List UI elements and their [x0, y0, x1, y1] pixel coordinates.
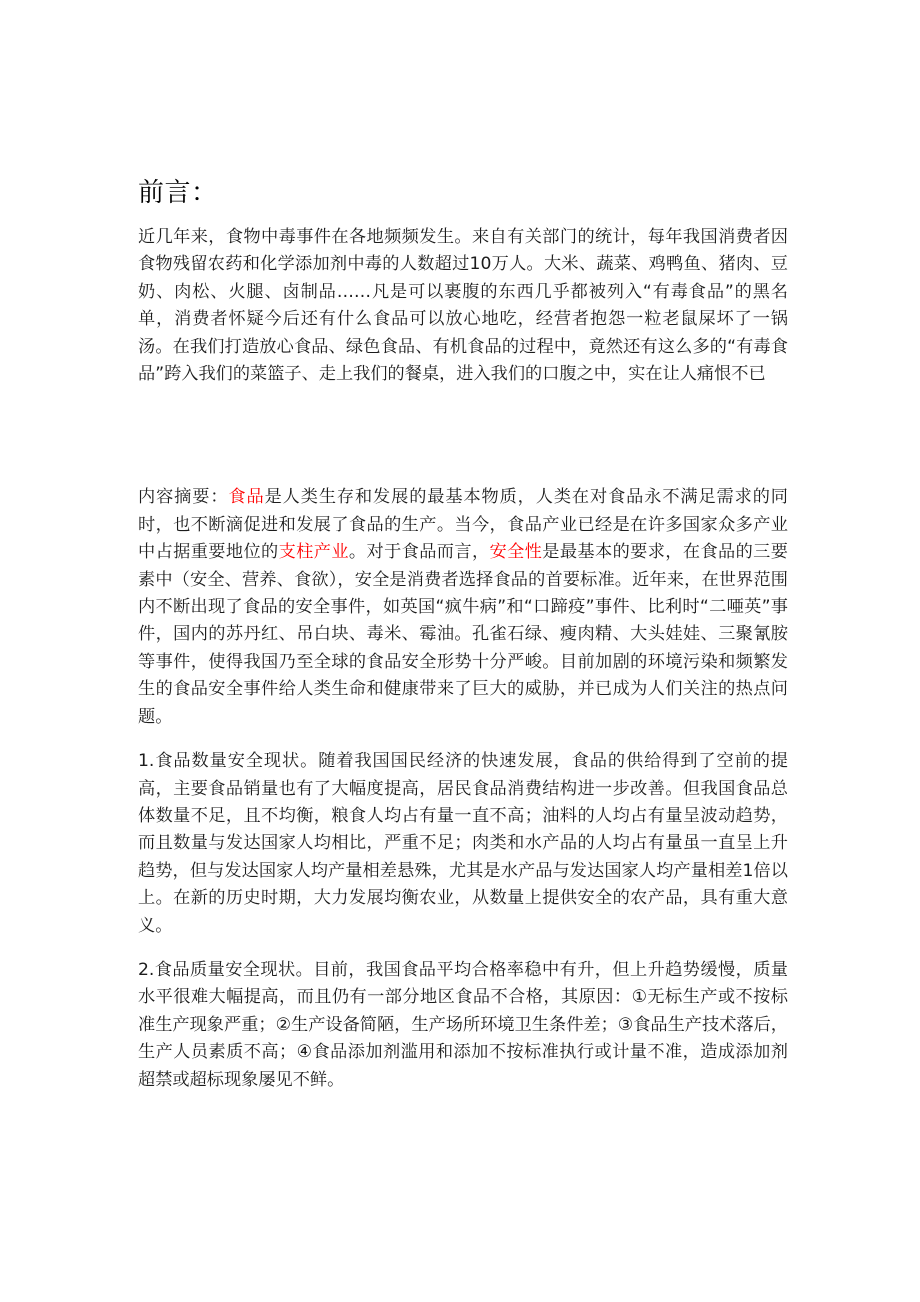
document-content	[138, 176, 788, 1094]
abstract-text-run: 是最基本的要求，在食品的三要素中（安全、营养、食欲），安全是消费者选择食品的首要标准。近年来，在世界范围内不断出现了食品的安全事件，如英国“疯牛病”和“口蹄疫”事件、比利时“二唖英”事件，国内的苏丹红、吊白块、毒米、霉油。孔雀石绿、瘦肉精、大头娃娃、三聚氰胺等事件，使得我国乃至全球的食品安全形势十分严峻。目前加剧的环境污染和频繁发生的食品安全事件给人类生命和健康带来了巨大的威胁，并已成为人们关注的热点问题。	[138, 542, 788, 727]
section-spacer	[138, 388, 788, 484]
page-title: 前言：	[138, 178, 218, 208]
abstract-text-run: 内容摘要：	[138, 487, 229, 508]
section-2-paragraph: 2.食品质量安全现状。目前，我国食品平均合格率稳中有升，但上升趋势缓慢，质量水平很难大幅提高，而且仍有一部分地区食品不合格，其原因：①无标生产或不按标准生产现象严重；②生产设备简陋，生产场所环境卫生条件差；③食品生产技术落后，生产人员素质不高；④食品添加剂滥用和添加不按标准执行或计量不准，造成添加剂超禁或超标现象屡见不鲜。	[138, 959, 788, 1090]
section-1-paragraph: 1.食品数量安全现状。随着我国国民经济的快速发展，食品的供给得到了空前的提高，主要食品销量也有了大幅度提高，居民食品消费结构进一步改善。但我国食品总体数量不足，且不均衡，粮食人均占有量一直不高；油料的人均占有量呈波动趋势，而且数量与发达国家人均相比，严重不足；肉类和水产品的人均占有量虽一直呈上升趋势，但与发达国家人均产量相差悬殊，尤其是水产品与发达国家人均产量相差1倍以上。在新的历史时期，大力发展均衡农业，从数量上提供安全的农产品，具有重大意义。	[138, 751, 788, 936]
abstract-text-run: 。对于食品而言，	[348, 542, 490, 563]
highlighted-term: 安全性	[489, 542, 543, 563]
abstract-paragraph	[138, 484, 788, 731]
highlighted-term: 食品	[228, 487, 265, 508]
preface-paragraph: 近几年来，食物中毒事件在各地频频发生。来自有关部门的统计，每年我国消费者因食物残留农药和化学添加剂中毒的人数超过10万人。大米、蔬菜、鸡鸭鱼、猪肉、豆奶、肉松、火腿、卤制品……凡是可以裹腹的东西几乎都被列入“有毒食品”的黑名单，消费者怀疑今后还有什么食品可以放心地吃，经营者抱怨一粒老鼠屎坏了一锅汤。在我们打造放心食品、绿色食品、有机食品的过程中，竟然还有这么多的“有毒食品”跨入我们的菜篮子、走上我们的餐桌，进入我们的口腹之中，实在让人痛恨不已	[138, 227, 788, 385]
highlighted-term: 支柱产业	[278, 542, 349, 563]
abstract-text-run: 是人类生存和发展的最基本物质，人类在对食品永不满足需求的同时，也不断滴促进和发展了食品的生产。当今，食品产业已经是在许多国家众多产业中占据重要地位的	[138, 487, 788, 563]
